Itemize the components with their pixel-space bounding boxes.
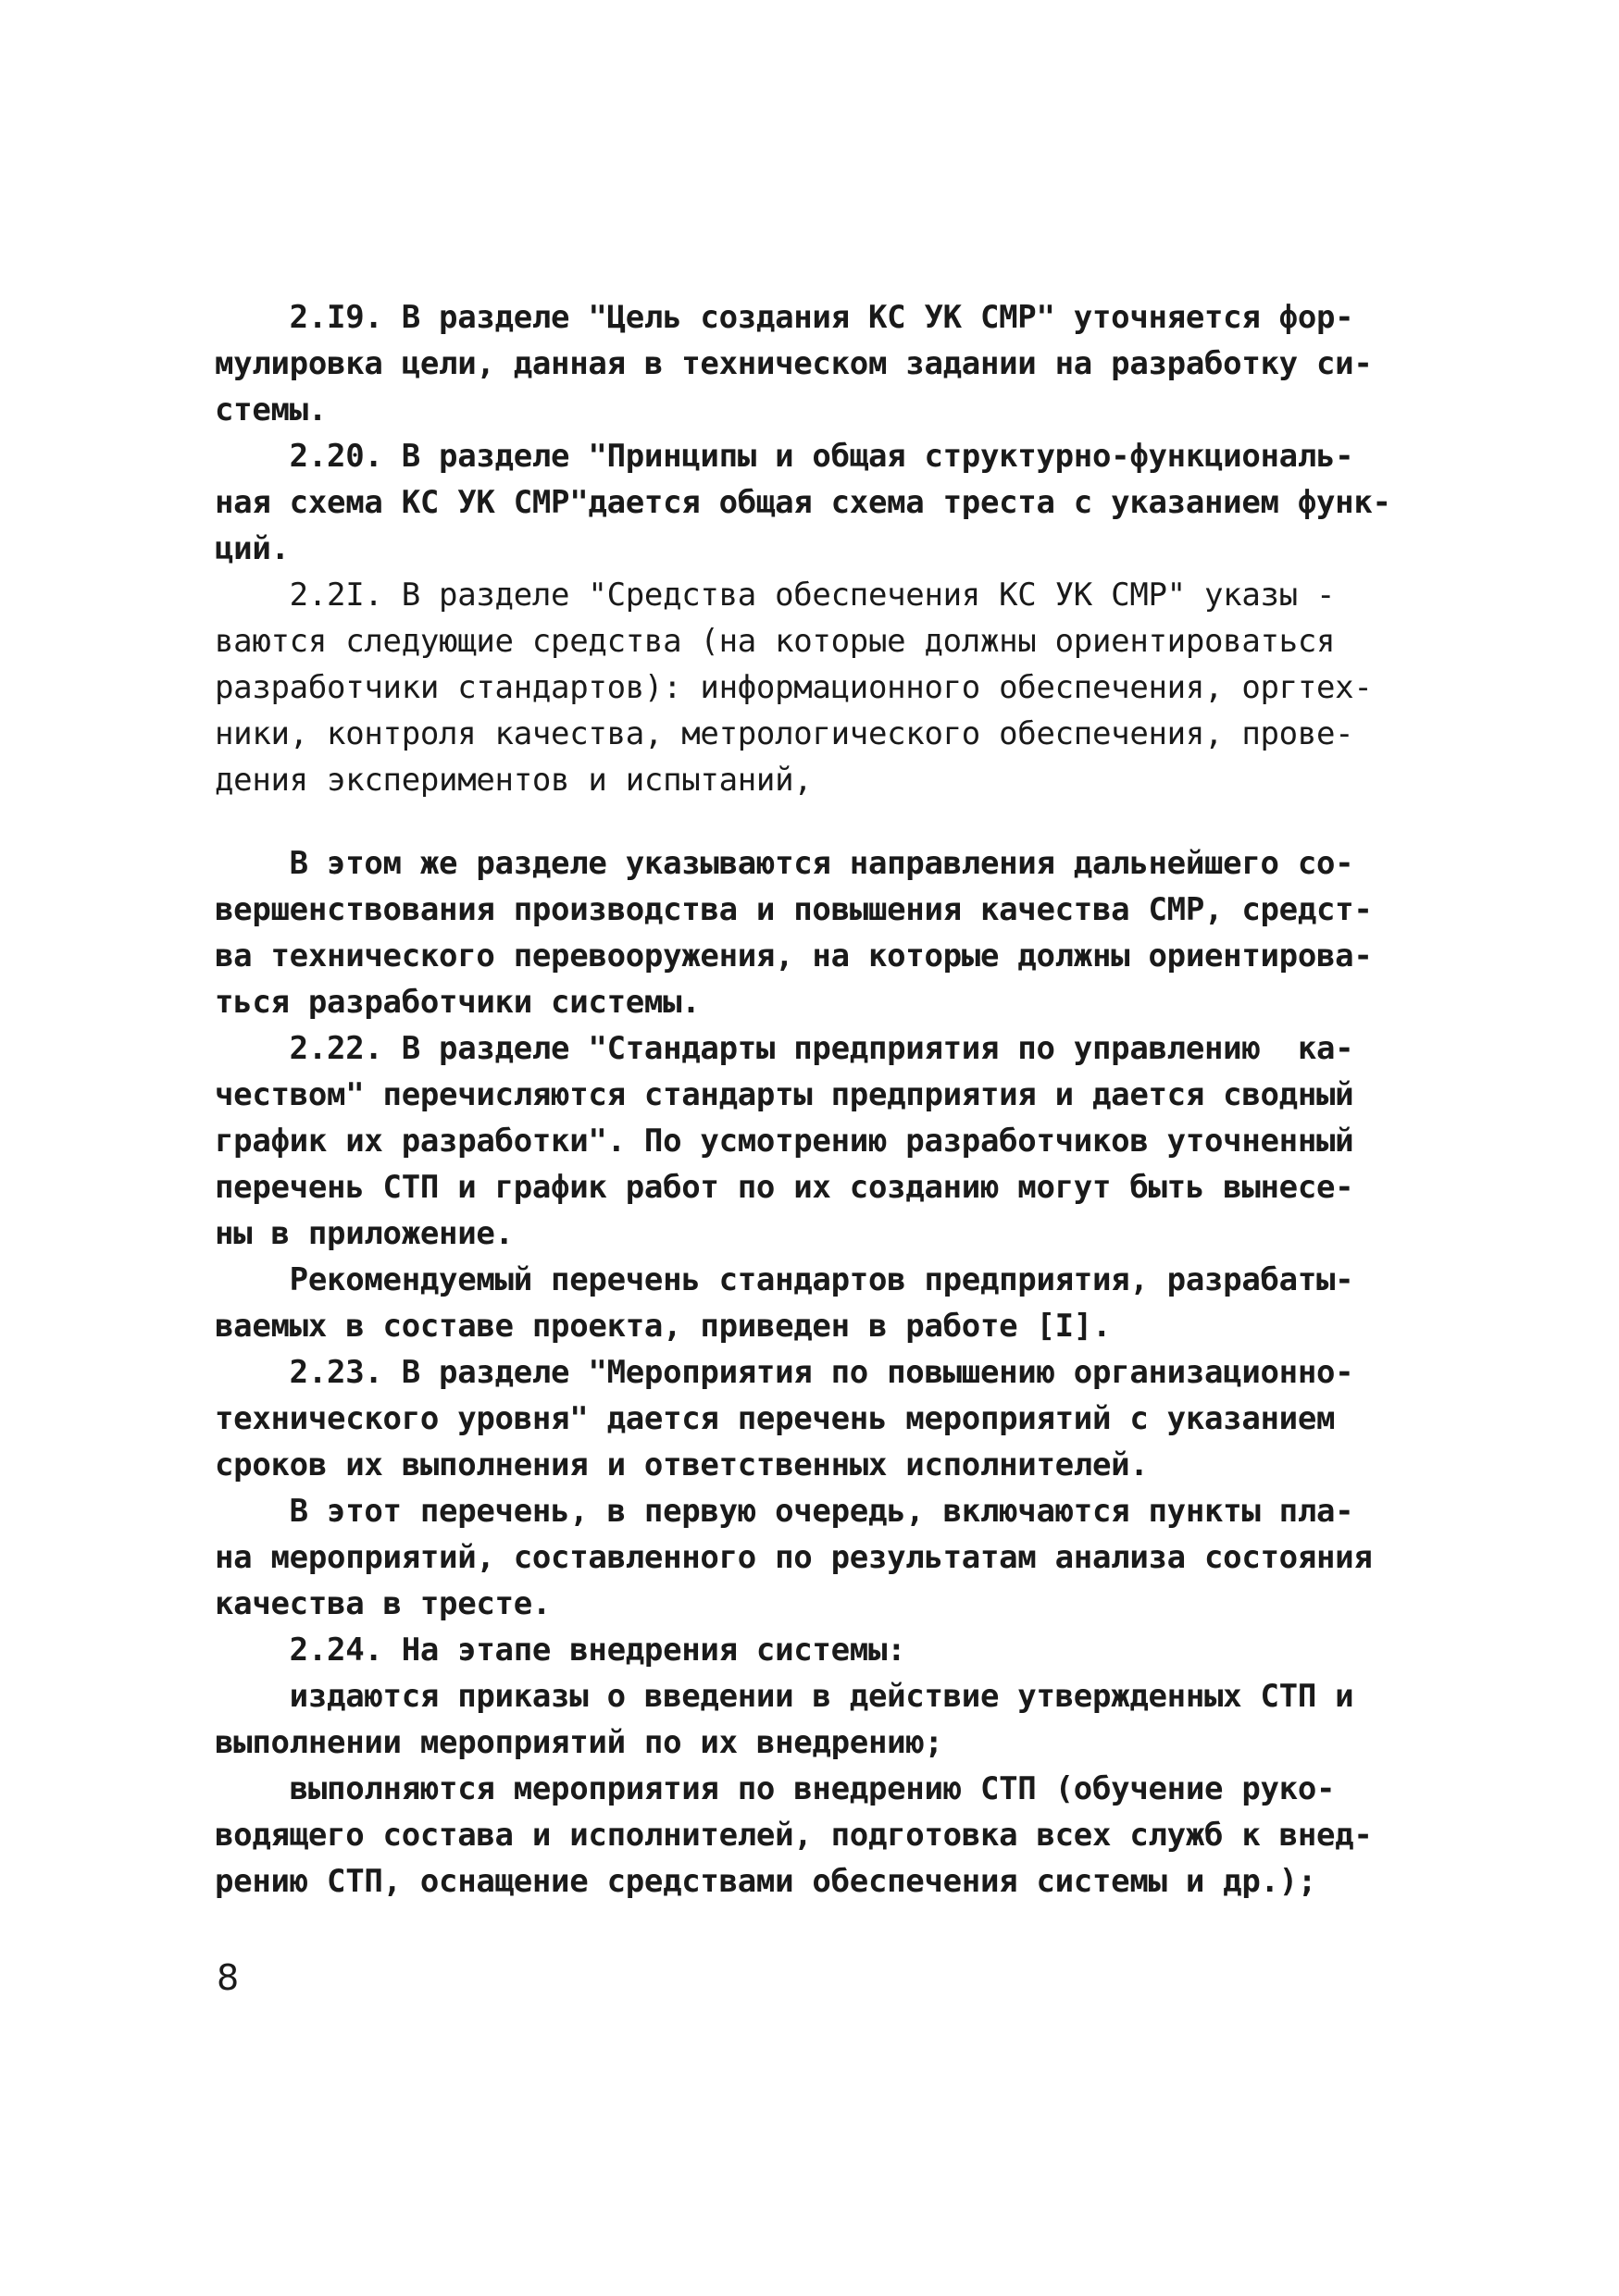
text-line: технического уровня" дается перечень мероприятий с указанием (215, 1400, 1336, 1437)
text-line: перечень СТП и график работ по их созданию могут быть вынесе- (215, 1169, 1354, 1206)
text-line: дения экспериментов и испытаний, (215, 762, 813, 799)
text-line: стемы. (215, 391, 328, 428)
text-line: выполняются мероприятия по внедрению СТП (обучение руко- (215, 1770, 1336, 1807)
text-line: 2.2I. В разделе "Средства обеспечения КС УК СМР" указы - (215, 577, 1336, 614)
text-line: ная схема КС УК СМР"дается общая схема треста с указанием функ- (215, 484, 1391, 521)
text-line: 2.I9. В разделе "Цель создания КС УК СМР" уточняется фор- (215, 299, 1354, 336)
page-number: 8 (217, 1957, 240, 1998)
text-line: ций. (215, 530, 290, 567)
text-line: вершенствования производства и повышения качества СМР, средст- (215, 891, 1373, 928)
text-line: 2.24. На этапе внедрения системы: (215, 1632, 906, 1669)
text-line: ны в приложение. (215, 1215, 514, 1252)
text-line: чеством" перечисляются стандарты предприятия и дается сводный (215, 1076, 1354, 1113)
text-line: ва технического перевооружения, на которые должны ориентирова- (215, 937, 1373, 974)
text-line: 2.22. В разделе "Стандарты предприятия по управлению ка- (215, 1030, 1354, 1067)
text-line: В этот перечень, в первую очередь, включаются пункты пла- (215, 1493, 1354, 1530)
text-line: 2.20. В разделе "Принципы и общая структурно-функциональ- (215, 438, 1354, 475)
text-line: ники, контроля качества, метрологического обеспечения, прове- (215, 715, 1354, 752)
text-line: разработчики стандартов): информационного обеспечения, оргтех- (215, 669, 1373, 706)
text-line: качества в тресте. (215, 1585, 552, 1622)
text-line: рению СТП, оснащение средствами обеспечения системы и др.); (215, 1863, 1317, 1900)
text-line: график их разработки". По усмотрению разработчиков уточненный (215, 1123, 1354, 1160)
text-line: ваемых в составе проекта, приведен в работе [I]. (215, 1308, 1112, 1345)
text-line: Рекомендуемый перечень стандартов предприятия, разрабаты- (215, 1261, 1354, 1298)
text-line: сроков их выполнения и ответственных исполнителей. (215, 1446, 1149, 1483)
text-line: ваются следующие средства (на которые должны ориентироваться (215, 623, 1336, 660)
text-line: В этом же разделе указываются направления дальнейшего со- (215, 845, 1354, 882)
paragraph-gap (215, 803, 1409, 840)
text-line: на мероприятий, составленного по результатам анализа состояния (215, 1539, 1373, 1576)
text-line: выполнении мероприятий по их внедрению; (215, 1724, 943, 1761)
text-line: издаются приказы о введении в действие утвержденных СТП и (215, 1678, 1354, 1715)
text-line: 2.23. В разделе "Мероприятия по повышению организационно- (215, 1354, 1354, 1391)
text-line: мулировка цели, данная в техническом задании на разработку си- (215, 345, 1373, 382)
text-line: ться разработчики системы. (215, 984, 701, 1021)
text-line: водящего состава и исполнителей, подготовка всех служб к внед- (215, 1817, 1373, 1854)
body-text (215, 294, 1409, 1905)
